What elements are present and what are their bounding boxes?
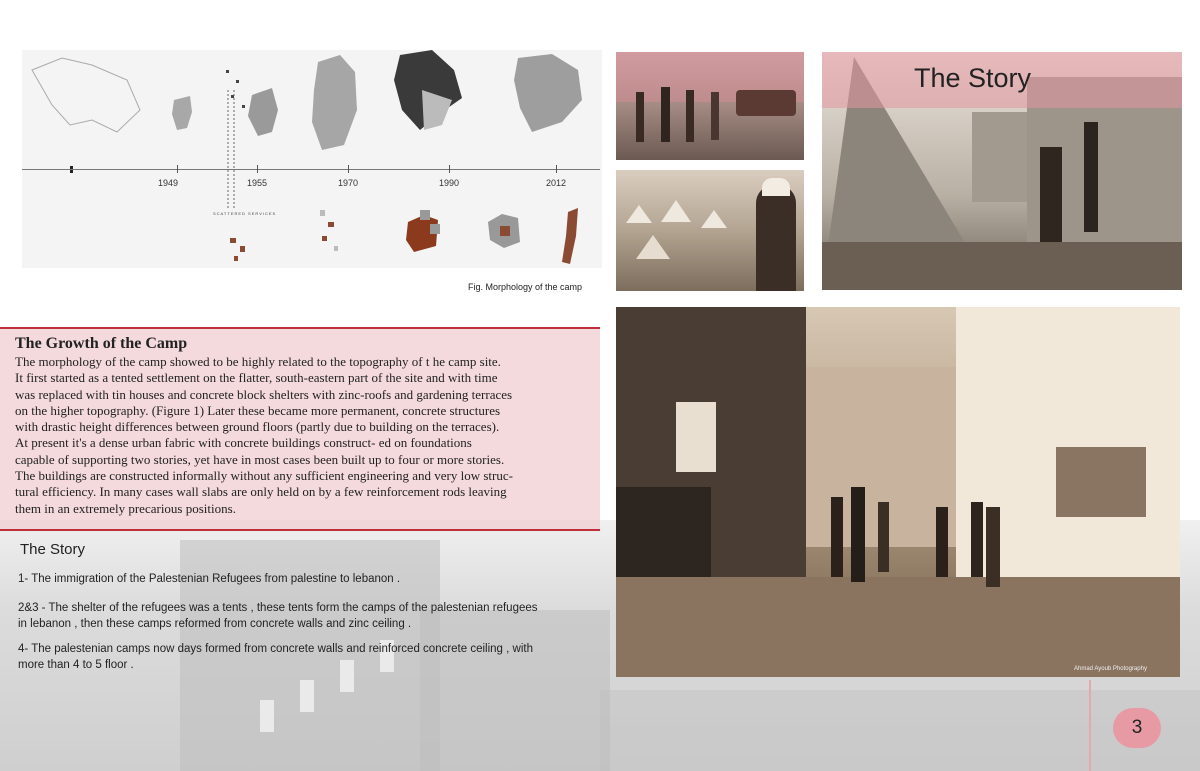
photo-credit: Ahmad Ayoub Photography (1074, 666, 1147, 672)
refugees-photo (616, 52, 804, 160)
timeline-tick (257, 165, 258, 173)
story-title: The Story (914, 63, 1032, 93)
morphology-figure (22, 50, 602, 268)
year-label: 1990 (439, 178, 460, 188)
year-label: 1949 (158, 178, 179, 188)
timeline-tick (177, 165, 178, 173)
page-number-badge: 3 (1113, 708, 1161, 748)
growth-paragraph (15, 354, 605, 517)
growth-title: The Growth of the Camp (15, 335, 188, 352)
story-item-3-line: 4- The palestenian camps now days formed from concrete walls and reinforced concrete ceiling , with (18, 643, 533, 655)
year-label: 1955 (247, 178, 268, 188)
scattered-services-label: SCATTERED SERVICES (213, 211, 277, 216)
year-label: 2012 (546, 178, 567, 188)
growth-line: tural efficiency. In many cases wall slabs are only held on by a few reinforcement rods leaving (15, 484, 507, 500)
growth-line: on the higher topography. (Figure 1) Later these became more permanent, concrete structures (15, 402, 501, 418)
growth-line: with drastic height differences between ground floors (partly due to building on the terraces). (15, 419, 500, 435)
growth-line: them in an extremely precarious positions. (15, 500, 236, 516)
story-item-3 (18, 641, 608, 673)
timeline-axis (22, 169, 600, 170)
story-item-2-line: in lebanon , then these camps reformed from concrete walls and zinc ceiling . (18, 618, 412, 630)
tent-camp-photo (616, 170, 804, 291)
year-label: 1970 (338, 178, 359, 188)
decorative-divider (1089, 680, 1091, 771)
figure-caption: Fig. Morphology of the camp (468, 282, 583, 292)
story-item-2 (18, 600, 608, 632)
timeline-tick (348, 165, 349, 173)
story-heading: The Story (20, 541, 86, 558)
timeline-tick (449, 165, 450, 173)
story-item-2-line: 2&3 - The shelter of the refugees was a tents , these tents form the camps of the palestenian refugees (18, 602, 538, 614)
timeline-tick (556, 165, 557, 173)
growth-line: was replaced with tin houses and concrete block shelters with zinc-roofs and gardening terraces (15, 386, 513, 402)
growth-line: The buildings are constructed informally without any sufficient engineering and very low struc- (15, 468, 513, 484)
street-photo (616, 307, 1180, 677)
growth-line: capable of supporting two stories, yet have in most cases been built up to four or more stories. (15, 451, 505, 467)
growth-line: At present it's a dense urban fabric with concrete buildings construct- ed on foundations (15, 435, 472, 451)
story-item-1: 1- The immigration of the Palestenian Refugees from palestine to lebanon . (18, 573, 401, 585)
growth-line: It first started as a tented settlement on the flatter, south-eastern part of the site and with time (15, 370, 498, 386)
story-item-3-line: more than 4 to 5 floor . (18, 659, 134, 671)
growth-line: The morphology of the camp showed to be highly related to the topography of t he camp site. (15, 354, 501, 369)
